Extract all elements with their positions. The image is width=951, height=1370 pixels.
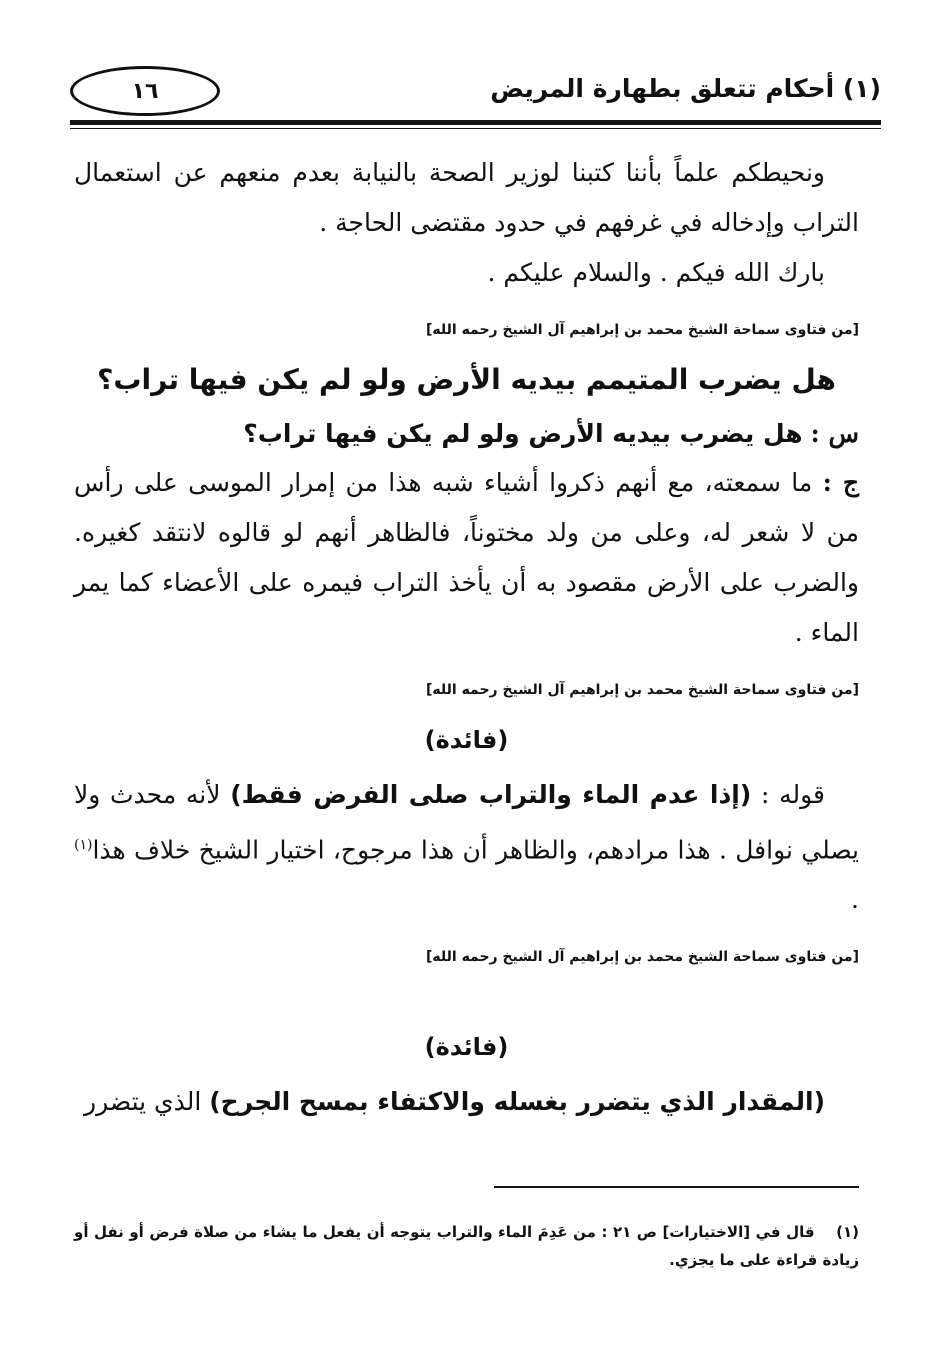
spacer [74, 983, 859, 1013]
page-number: ١٦ [70, 66, 220, 116]
paragraph-3 [74, 770, 859, 925]
question-label: س : [810, 419, 859, 448]
paragraph-4-text: الذي يتضرر [84, 1087, 202, 1117]
source-citation-3: [من فتاوى سماحة الشيخ محمد بن إبراهيم آل الشيخ رحمه الله] [426, 949, 859, 966]
footnote-number: (١) [836, 1223, 859, 1241]
source-citation-2: [من فتاوى سماحة الشيخ محمد بن إبراهيم آل الشيخ رحمه الله] [426, 682, 859, 698]
paragraph-4 [74, 1077, 859, 1127]
question [74, 410, 859, 458]
header-rule-thick [70, 120, 881, 125]
footnote-separator [494, 1186, 859, 1188]
section-heading-2: (فائدة) [424, 726, 509, 754]
answer-text: ما سمعته، مع أنهم ذكروا أشياء شبه هذا من إمرار الموسى على رأس من لا شعر له، وعلى من ولد مختوناً، فالظاهر أنهم لو قالوه لانتقد كغيره. والضرب على الأرض مقصود به أن يأخذ التراب فيمره على الأعضاء كما يمر الماء . [74, 468, 859, 647]
page-body [74, 148, 859, 1127]
question-text: هل يضرب بيديه الأرض ولو لم يكن فيها تراب؟ [243, 419, 803, 448]
paragraph-3-end: . [851, 885, 859, 915]
paragraph-4-quote: (المقدار الذي يتضرر بغسله والاكتفاء بمسح الجرح) [209, 1087, 825, 1117]
paragraph-3-lead: قوله : [761, 780, 826, 809]
answer [74, 458, 859, 658]
footnote-text: قال في [الاختيارات] ص ٢١ : من عَدِمَ الماء والتراب يتوجه أن يفعل ما يشاء من صلاة فرض أو نفل أو زيادة قراءة على ما يجزي. [74, 1223, 859, 1269]
paragraph-2: بارك الله فيكم . والسلام عليكم . [487, 258, 825, 287]
header-rule-thin [70, 128, 881, 129]
answer-label: ج : [822, 468, 859, 497]
running-title: (١) أحكام تتعلق بطهارة المريض [490, 74, 881, 103]
footnote-reference[interactable]: (١) [74, 837, 93, 853]
paragraph-3-text: لأنه محدث ولا يصلي نوافل . هذا مرادهم، والظاهر أن هذا مرجوح، اختيار الشيخ خلاف هذا [74, 780, 859, 865]
section-heading-3: (فائدة) [424, 1033, 509, 1062]
source-citation-1: [من فتاوى سماحة الشيخ محمد بن إبراهيم آل الشيخ رحمه الله] [426, 322, 859, 338]
paragraph-3-quote: (إذا عدم الماء والتراب صلى الفرض فقط) [230, 780, 752, 809]
footnote [74, 1218, 859, 1274]
paragraph-1: ونحيطكم علماً بأننا كتبنا لوزير الصحة بالنيابة بعدم منعهم عن استعمال التراب وإدخاله في غرفهم في حدود مقتضى الحاجة . [74, 158, 859, 237]
section-heading-1: هل يضرب المتيمم بيديه الأرض ولو لم يكن فيها تراب؟ [97, 363, 836, 396]
